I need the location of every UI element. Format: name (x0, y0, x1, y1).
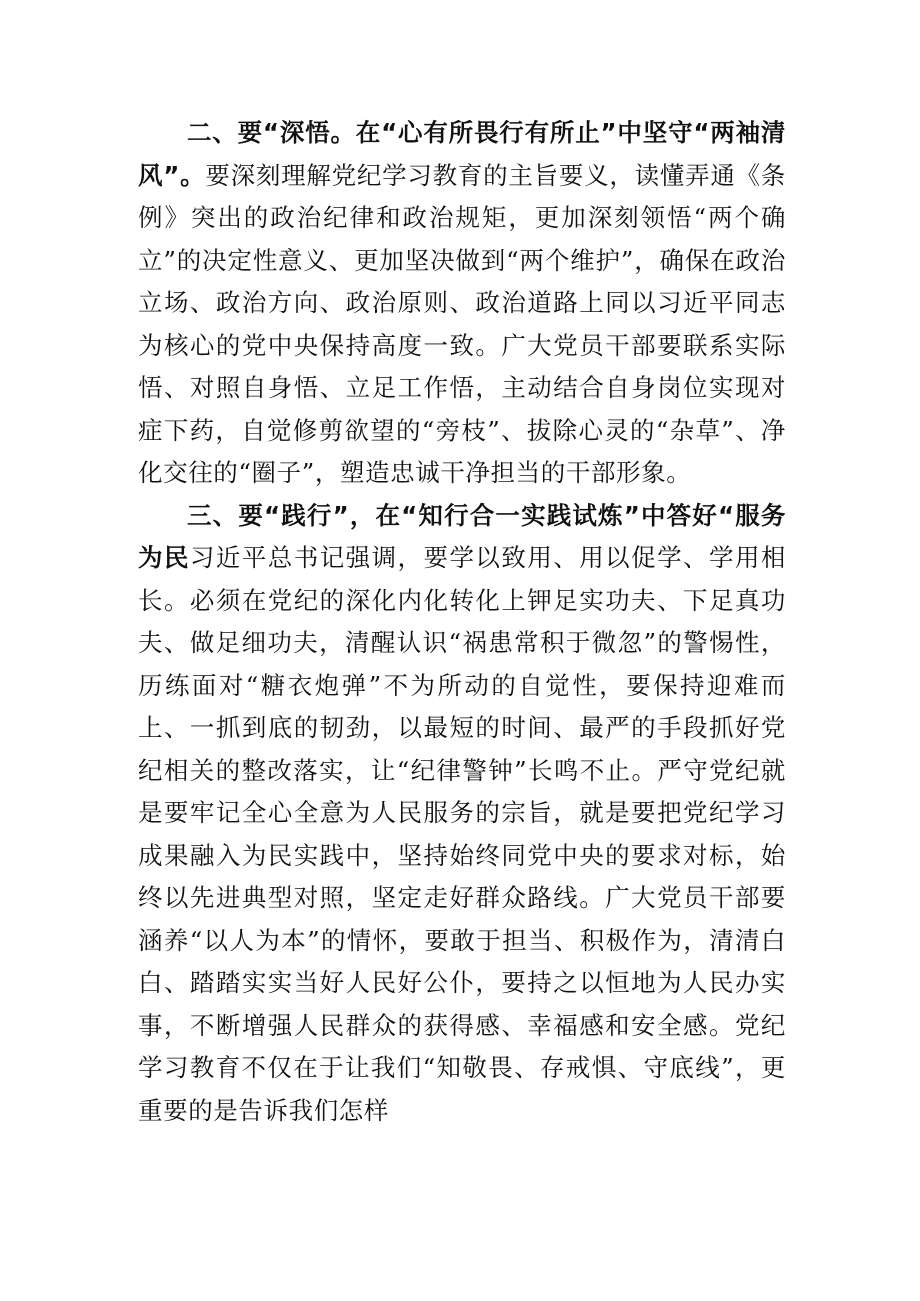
paragraph-two-body: 要深刻理解党纪学习教育的主旨要义，读懂弄通《条例》突出的政治纪律和政治规矩，更加深刻领悟“两个确立”的决定性意义、更加坚决做到“两个维护”，确保在政治立场、政治方向、政治原则、政治道路上同以习近平同志为核心的党中央保持高度一致。广大党员干部要联系实际悟、对照自身悟、立足工作悟，主动结合自身岗位实现对症下药，自觉修剪欲望的“旁枝”、拔除心灵的“杂草”、净化交往的“圈子”，塑造忠诚干净担当的干部形象。 (138, 160, 786, 487)
paragraph-three-heading: 三、要“践行”，在“知行合一实践试炼”中答好“服务为民 (138, 500, 786, 572)
paragraph-two-heading: 二、要“深悟。在“心有所畏行有所止”中坚守“两袖清风”。 (138, 118, 786, 190)
paragraph-three-body: 习近平总书记强调，要学以致用、用以促学、学用相长。必须在党纪的深化内化转化上钾足实功夫、下足真功夫、做足细功夫，清醒认识“祸患常积于微忽”的警惕性，历练面对“糖衣炮弹”不为所动的自觉性，要保持迎难而上、一抓到底的韧劲，以最短的时间、最严的手段抓好党纪相关的整改落实，让“纪律警钟”长鸣不止。严守党纪就是要牢记全心全意为人民服务的宗旨，就是要把党纪学习成果融入为民实践中，坚持始终同党中央的要求对标，始终以先进典型对照，坚定走好群众路线。广大党员干部要涵养“以人为本”的情怀，要敢于担当、积极作为，清清白白、踏踏实实当好人民好公仆，要持之以恒地为人民办实事，不断增强人民群众的获得感、幸福感和安全感。党纪学习教育不仅在于让我们“知敬畏、存戒惧、守底线”，更重要的是告诉我们怎样 (138, 543, 786, 1125)
paragraph-three (138, 495, 786, 1133)
document-page (138, 112, 786, 1132)
paragraph-two (138, 112, 786, 495)
